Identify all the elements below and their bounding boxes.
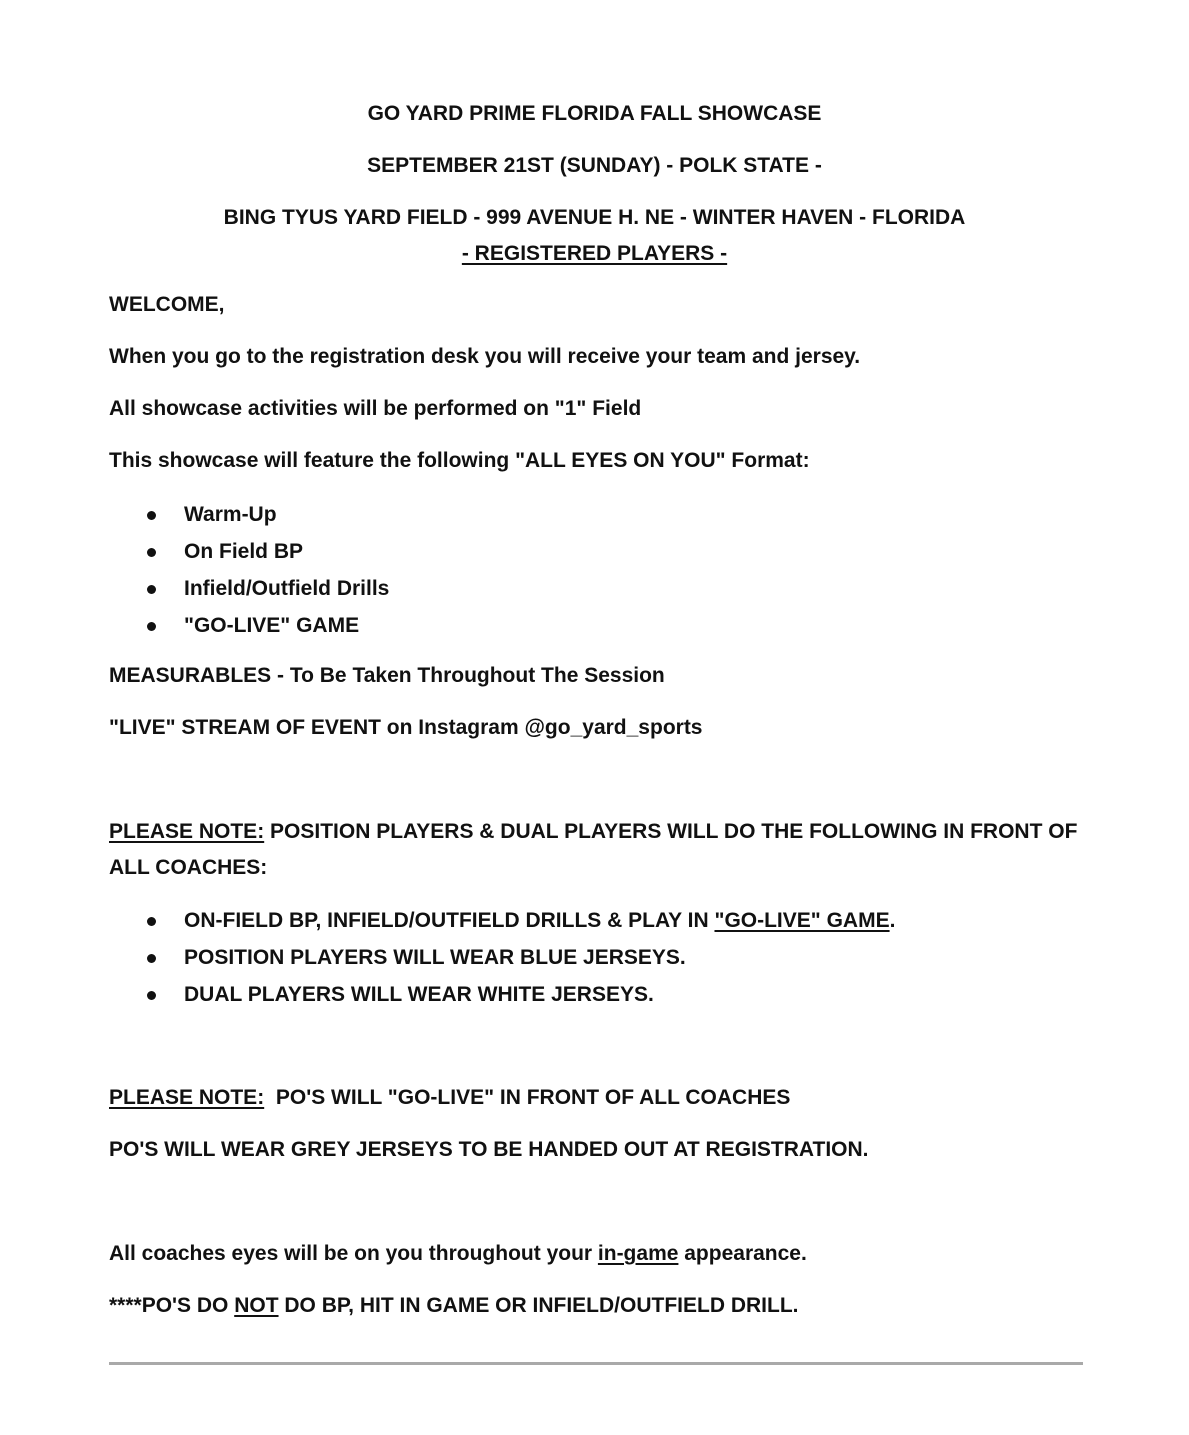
- note1-line1: [109, 819, 1077, 845]
- note1-list: [109, 908, 895, 1019]
- list-item: [109, 982, 895, 1019]
- list-item: [109, 502, 389, 539]
- bullet-icon: [147, 954, 156, 963]
- bullet-icon: [147, 585, 156, 594]
- list-item: [109, 908, 895, 945]
- closing-eyes-line: [109, 1241, 807, 1267]
- note2-line: [109, 1085, 790, 1111]
- closing-po-line: [109, 1293, 798, 1319]
- registered-players-heading: - REGISTERED PLAYERS -: [461, 242, 728, 265]
- in-game-underlined: in-game: [597, 1242, 679, 1265]
- bullet-icon: [147, 511, 156, 520]
- list-item-text: POSITION PLAYERS WILL WEAR BLUE JERSEYS.: [184, 946, 686, 969]
- closing-po-suffix: DO BP, HIT IN GAME OR INFIELD/OUTFIELD DRILL.: [278, 1294, 799, 1317]
- registration-text: When you go to the registration desk you will receive your team and jersey.: [109, 345, 861, 368]
- note1-line2: ALL COACHES:: [109, 856, 268, 879]
- bullet-icon: [147, 991, 156, 1000]
- list-item: [109, 576, 389, 613]
- note1-text: POSITION PLAYERS & DUAL PLAYERS WILL DO THE FOLLOWING IN FRONT OF: [264, 820, 1078, 843]
- document-subtitle: [0, 241, 1189, 267]
- live-stream-text: "LIVE" STREAM OF EVENT on Instagram @go_yard_sports: [109, 716, 703, 739]
- bullet-icon: [147, 917, 156, 926]
- bullet-icon: [147, 548, 156, 557]
- list-item-text: DUAL PLAYERS WILL WEAR WHITE JERSEYS.: [184, 983, 654, 1006]
- welcome-text: WELCOME,: [109, 293, 225, 316]
- closing-po-prefix: ****PO'S DO: [109, 1294, 235, 1317]
- go-live-game-underlined: "GO-LIVE" GAME: [714, 909, 890, 932]
- horizontal-divider: [109, 1362, 1083, 1365]
- list-item-text: ON-FIELD BP, INFIELD/OUTFIELD DRILLS & PLAY IN: [184, 909, 715, 932]
- bullet-icon: [147, 622, 156, 631]
- closing-eyes-suffix: appearance.: [678, 1242, 807, 1265]
- list-item: [109, 539, 389, 576]
- measurables-text: MEASURABLES - To Be Taken Throughout The Session: [109, 664, 665, 687]
- note1-label: PLEASE NOTE:: [109, 820, 265, 843]
- document-title: GO YARD PRIME FLORIDA FALL SHOWCASE: [367, 102, 822, 125]
- list-item-text: "GO-LIVE" GAME: [184, 614, 360, 637]
- format-text: This showcase will feature the following "ALL EYES ON YOU" Format:: [109, 449, 810, 472]
- list-item-text: Infield/Outfield Drills: [184, 577, 390, 600]
- note2-jerseys: PO'S WILL WEAR GREY JERSEYS TO BE HANDED OUT AT REGISTRATION.: [109, 1138, 869, 1161]
- note2-label: PLEASE NOTE:: [109, 1086, 265, 1109]
- list-item: [109, 613, 389, 650]
- list-item-text: On Field BP: [184, 540, 304, 563]
- event-date-line: SEPTEMBER 21ST (SUNDAY) - POLK STATE -: [367, 154, 822, 177]
- field-text: All showcase activities will be performed on "1" Field: [109, 397, 642, 420]
- format-list: [109, 502, 389, 650]
- event-location-line: BING TYUS YARD FIELD - 999 AVENUE H. NE - WINTER HAVEN - FLORIDA: [223, 206, 966, 229]
- list-item-text: Warm-Up: [184, 503, 277, 526]
- list-item-suffix: .: [889, 909, 896, 932]
- list-item: [109, 945, 895, 982]
- note2-text: PO'S WILL "GO-LIVE" IN FRONT OF ALL COACHES: [264, 1086, 791, 1109]
- closing-eyes-prefix: All coaches eyes will be on you throughout your: [109, 1242, 598, 1265]
- not-underlined: NOT: [234, 1294, 279, 1317]
